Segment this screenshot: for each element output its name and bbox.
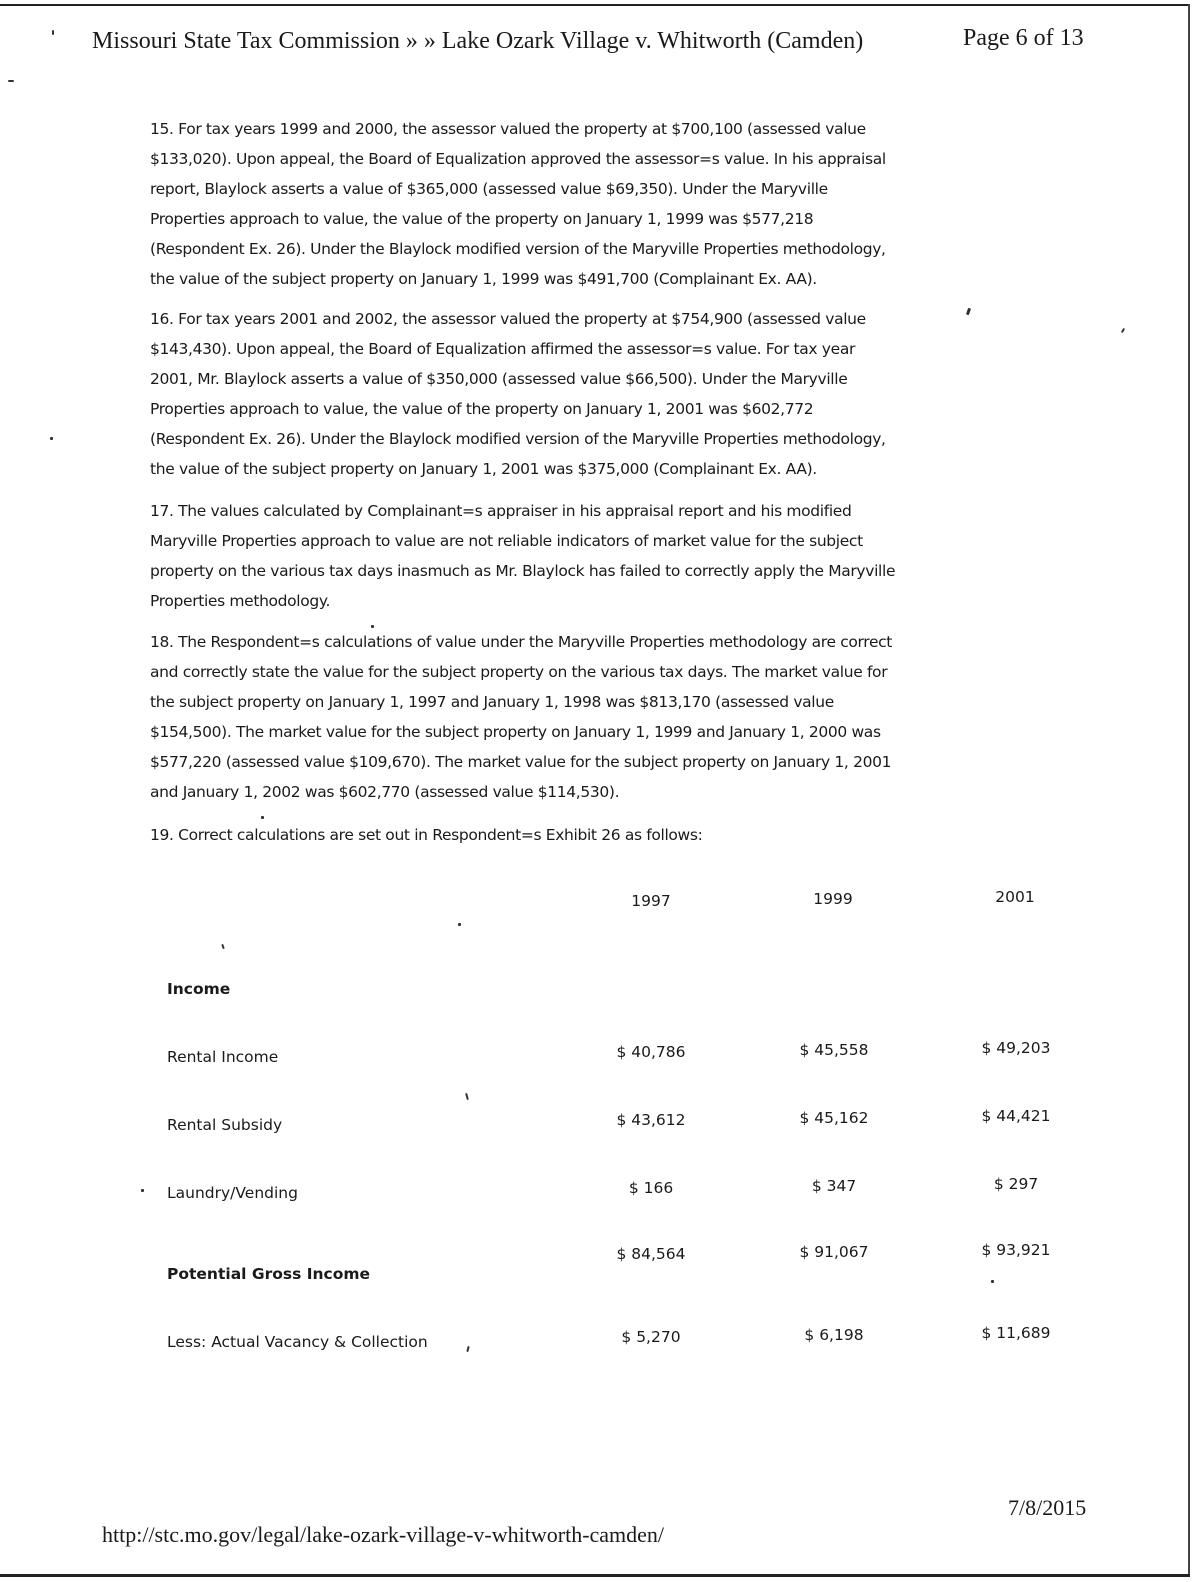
cell-laundry-vending-1999: $ 347 — [811, 1177, 857, 1195]
row-label-vacancy-collection: Less: Actual Vacancy & Collection — [167, 1333, 428, 1351]
cell-rental-income-1999: $ 45,558 — [799, 1041, 869, 1059]
cell-vacancy-collection-1997: $ 5,270 — [621, 1328, 681, 1346]
footer-date: 7/8/2015 — [1008, 1495, 1087, 1520]
year-header-1999: 1999 — [813, 890, 853, 908]
cell-vacancy-collection-2001: $ 11,689 — [981, 1324, 1051, 1342]
page-border-top — [0, 4, 1190, 6]
scan-speck — [221, 944, 225, 949]
page-border-bottom — [0, 1574, 1190, 1577]
scan-speck — [1121, 328, 1125, 333]
paragraph-15: 15. For tax years 1999 and 2000, the assessor valued the property at $700,100 (assessed value $133,020). Upon appeal, the Board of Equalization approved the assessor=s value. In his appraisal report, Blaylock asserts a value of $365,000 (assessed value $69,350). Under the Maryville Properties approach to value, the value of the property on January 1, 1999 was $577,218 (Respondent Ex. 26). Under the Blaylock modified version of the Maryville Properties methodology, the value of the subject property on January 1, 1999 was $491,700 (Complainant Ex. AA). — [150, 120, 886, 288]
scan-speck — [466, 1346, 469, 1352]
scan-speck — [141, 1189, 144, 1192]
cell-rental-income-1997: $ 40,786 — [616, 1043, 686, 1061]
section-heading-income: Income — [167, 980, 231, 998]
year-header-1997: 1997 — [631, 892, 671, 910]
page-number: Page 6 of 13 — [963, 25, 1084, 51]
cell-rental-income-2001: $ 49,203 — [981, 1039, 1051, 1057]
document-title: Missouri State Tax Commission » » Lake Ozark Village v. Whitworth (Camden) — [92, 28, 864, 54]
row-label-rental-income: Rental Income — [167, 1048, 279, 1066]
cell-vacancy-collection-1999: $ 6,198 — [804, 1326, 864, 1344]
scan-speck — [991, 1280, 994, 1283]
scan-speck — [465, 1093, 469, 1100]
page-border-right — [1188, 4, 1190, 1576]
scan-speck — [8, 80, 14, 82]
paragraph-18: 18. The Respondent=s calculations of value under the Maryville Properties methodology are correct and correctly state the value for the subject property on the various tax days. The market value for the subject property on January 1, 1997 and January 1, 1998 was $813,170 (assessed value $154,500). The market value for the subject property on January 1, 1999 and January 1, 2000 was $577,220 (assessed value $109,670). The market value for the subject property on January 1, 2001 and January 1, 2002 was $602,770 (assessed value $114,530). — [150, 633, 893, 801]
row-label-rental-subsidy: Rental Subsidy — [167, 1116, 283, 1134]
scan-speck — [261, 816, 264, 819]
cell-rental-subsidy-1997: $ 43,612 — [616, 1111, 686, 1129]
scan-speck — [458, 923, 461, 926]
paragraph-17: 17. The values calculated by Complainant=s appraiser in his appraisal report and his modified Maryville Properties approach to value are not reliable indicators of market value for the subject property on the various tax days inasmuch as Mr. Blaylock has failed to correctly apply the Maryville Properties methodology. — [150, 502, 896, 610]
cell-potential-gross-income-1997: $ 84,564 — [616, 1245, 686, 1263]
cell-potential-gross-income-1999: $ 91,067 — [799, 1243, 869, 1261]
cell-potential-gross-income-2001: $ 93,921 — [981, 1241, 1051, 1259]
scan-speck — [50, 437, 53, 440]
cell-rental-subsidy-1999: $ 45,162 — [799, 1109, 869, 1127]
footer-url[interactable]: http://stc.mo.gov/legal/lake-ozark-village-v-whitworth-camden/ — [102, 1522, 665, 1547]
year-header-2001: 2001 — [995, 888, 1035, 906]
scan-speck — [52, 30, 54, 35]
row-label-potential-gross-income: Potential Gross Income — [167, 1265, 371, 1283]
row-label-laundry-vending: Laundry/Vending — [167, 1184, 298, 1202]
paragraph-16: 16. For tax years 2001 and 2002, the assessor valued the property at $754,900 (assessed value $143,430). Upon appeal, the Board of Equalization affirmed the assessor=s value. For tax year 2001, Mr. Blaylock asserts a value of $350,000 (assessed value $66,500). Under the Maryville Properties approach to value, the value of the property on January 1, 2001 was $602,772 (Respondent Ex. 26). Under the Blaylock modified version of the Maryville Properties methodology, the value of the subject property on January 1, 2001 was $375,000 (Complainant Ex. AA). — [150, 310, 886, 478]
cell-laundry-vending-2001: $ 297 — [993, 1175, 1039, 1193]
scan-speck — [966, 308, 971, 316]
cell-rental-subsidy-2001: $ 44,421 — [981, 1107, 1051, 1125]
paragraph-19: 19. Correct calculations are set out in Respondent=s Exhibit 26 as follows: — [150, 826, 703, 844]
cell-laundry-vending-1997: $ 166 — [628, 1179, 674, 1197]
